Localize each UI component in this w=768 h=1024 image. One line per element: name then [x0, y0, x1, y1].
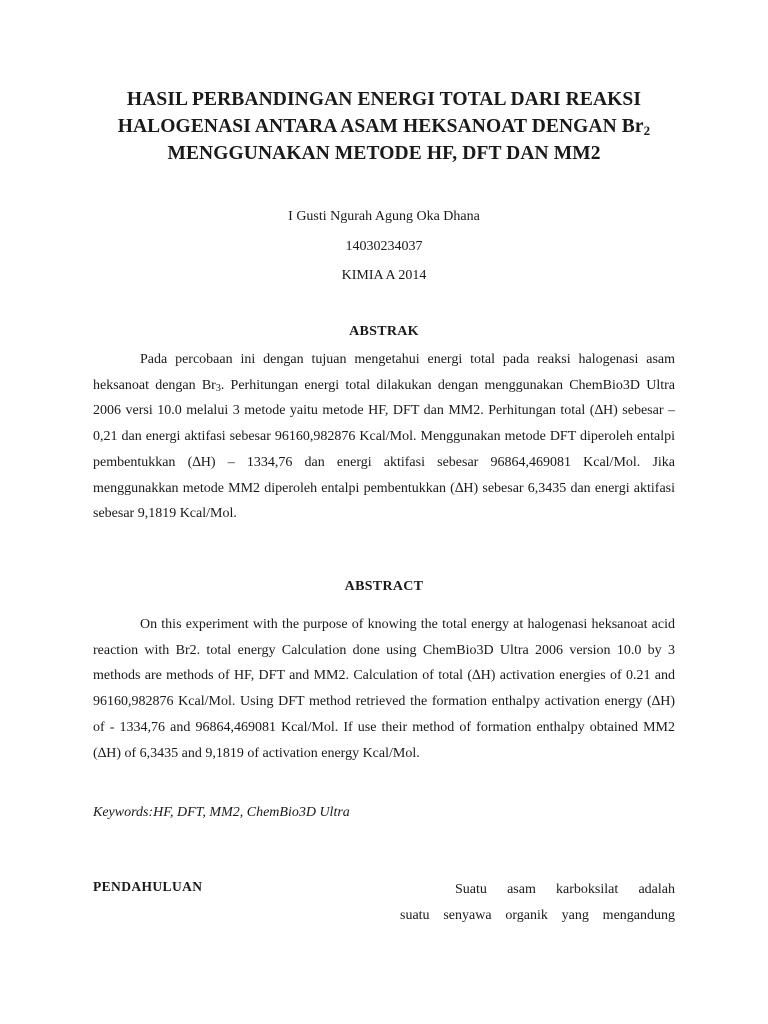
pendahuluan-paragraph	[400, 877, 675, 928]
title-line-1: HASIL PERBANDINGAN ENERGI TOTAL DARI REAKSI	[126, 89, 642, 110]
student-id: 14030234037	[345, 239, 423, 254]
title-line-2	[90, 113, 678, 140]
pendahuluan-line-2: suatu senyawa organik yang mengandung	[400, 907, 675, 923]
abstrak-subscript: 3	[215, 382, 221, 394]
abstract-text: On this experiment with the purpose of knowing the total energy at halogenasi heksanoat acid reaction with Br2. total energy Calculation done using ChemBio3D Ultra 2006 version 10.0 by 3 methods are methods of HF, DFT and MM2. Calculation of total (∆H) activation energies of 0.21 and 96160,982876 Kcal/Mol. Using DFT method retrieved the formation enthalpy activation energy (∆H) of - 1334,76 and 96864,469081 Kcal/Mol. If use their method of formation enthalpy obtained MM2 (∆H) of 6,3435 and 9,1819 of activation energy Kcal/Mol.	[93, 617, 675, 761]
title-subscript: 2	[643, 123, 651, 138]
paper-title	[90, 86, 678, 167]
title-line-2-text: HALOGENASI ANTARA ASAM HEKSANOAT DENGAN Br	[117, 116, 644, 137]
keywords: Keywords:HF, DFT, MM2, ChemBio3D Ultra	[93, 805, 350, 820]
author-name: I Gusti Ngurah Agung Oka Dhana	[288, 209, 480, 224]
title-line-3: MENGGUNAKAN METODE HF, DFT DAN MM2	[167, 143, 601, 164]
abstract-paragraph	[93, 612, 675, 766]
abstrak-paragraph	[93, 347, 675, 527]
class-label: KIMIA A 2014	[341, 268, 427, 283]
pendahuluan-heading: PENDAHULUAN	[93, 879, 203, 894]
abstrak-text-b: . Perhitungan energi total dilakukan dengan menggunakan ChemBio3D Ultra 2006 versi 10.0 melalui 3 metode yaitu metode HF, DFT dan MM2. Perhitungan total (∆H) sebesar – 0,21 dan energi aktifasi sebesar 96160,982876 Kcal/Mol. Menggunakan metode DFT diperoleh entalpi pembentukkan (∆H) – 1334,76 dan energi aktifasi sebesar 96864,469081 Kcal/Mol. Jika menggunakkan metode MM2 diperoleh entalpi pembentukkan (∆H) sebesar 6,3435 dan energi aktifasi sebesar 9,1819 Kcal/Mol.	[93, 377, 675, 522]
abstrak-heading: ABSTRAK	[349, 324, 419, 339]
abstrak-text-a: Pada percobaan ini dengan tujuan mengetahui energi total pada reaksi halogenasi asam heksanoat dengan Br	[93, 352, 675, 393]
pendahuluan-line-1: Suatu asam karboksilat adalah	[455, 882, 675, 897]
abstract-heading: ABSTRACT	[344, 579, 424, 594]
